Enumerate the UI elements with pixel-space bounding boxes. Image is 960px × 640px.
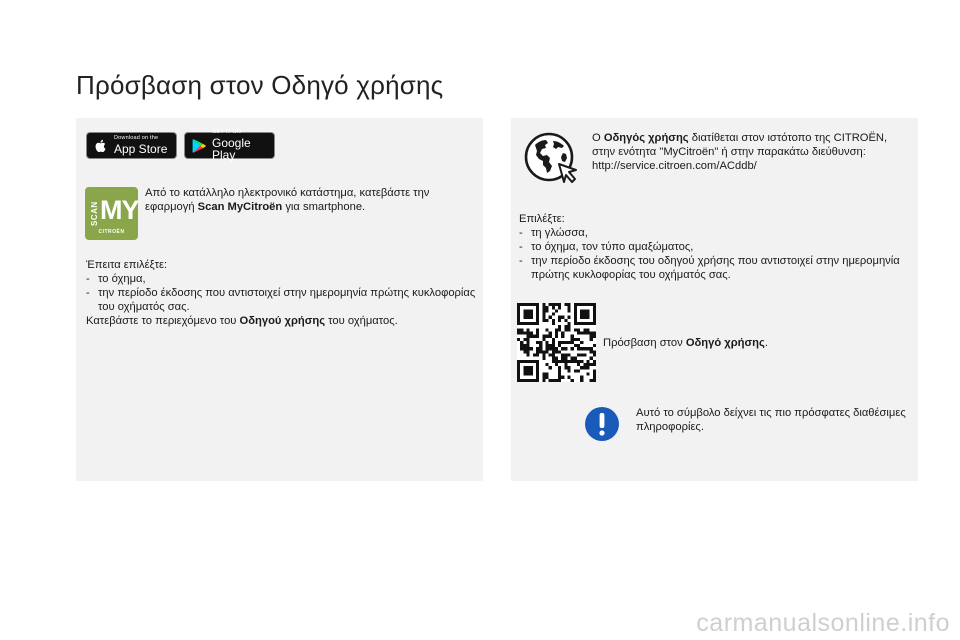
apple-icon — [93, 137, 109, 155]
mobile-app-panel — [76, 118, 483, 481]
app-text-line2-post: για smartphone. — [282, 201, 366, 213]
app-store-badge[interactable] — [86, 132, 177, 159]
website-text — [592, 131, 912, 173]
list-item — [86, 272, 478, 286]
steps-intro: Έπειτα επιλέξτε: — [86, 259, 168, 271]
dash: - — [519, 227, 523, 239]
list-item — [519, 240, 911, 254]
app-store-label: App Store — [114, 141, 168, 156]
dash: - — [86, 287, 90, 299]
dash: - — [86, 273, 90, 285]
select-item-2: το όχημα, τον τύπο αμαξώματος, — [531, 241, 694, 253]
google-play-icon — [191, 137, 207, 155]
steps-block — [86, 258, 478, 328]
qr-text — [603, 336, 903, 350]
select-intro: Επιλέξτε: — [519, 213, 565, 225]
globe-cursor-icon — [523, 131, 581, 189]
selection-block — [519, 212, 911, 282]
info-icon — [584, 406, 620, 442]
app-store-small-label: Download on the — [114, 135, 159, 142]
web-bold: Οδηγός χρήσης — [603, 132, 689, 144]
web-post: διατίθεται στον ιστότοπο της CITROËN, στην ενότητα "MyCitroën" ή στην παρακάτω διεύθυνση: — [592, 132, 888, 158]
qr-post: . — [764, 337, 768, 349]
qr-pre: Πρόσβαση στον — [603, 337, 686, 349]
scan-my-citroen-logo — [85, 187, 138, 240]
outro-post: του οχήματος. — [325, 315, 398, 327]
qr-bold: Οδηγό χρήσης — [685, 337, 765, 349]
list-item — [519, 254, 911, 282]
watermark: carmanualsonline.info — [696, 609, 950, 637]
app-download-text — [145, 186, 475, 214]
logo-my-text: MY — [100, 195, 138, 225]
list-item — [519, 226, 911, 240]
google-play-small-label: GET IT ON — [212, 129, 242, 136]
step-item-1: το όχημα, — [98, 273, 146, 285]
website-url[interactable]: http://service.citroen.com/ACddb/ — [592, 160, 757, 172]
google-play-label: Google Play — [212, 135, 251, 162]
select-item-3: την περίοδο έκδοσης του οδηγού χρήσης που αντιστοιχεί στην ημερομηνία πρώτης κυκλοφορίας του οχήματός σας. — [531, 255, 900, 281]
step-item-2: την περίοδο έκδοσης που αντιστοιχεί στην ημερομηνία πρώτης κυκλοφορίας του οχήματός σας. — [98, 287, 476, 313]
list-item — [86, 286, 478, 314]
logo-scan-text: SCAN — [90, 201, 99, 227]
dash: - — [519, 241, 523, 253]
website-panel — [511, 118, 918, 481]
app-name: Scan MyCitroën — [197, 201, 283, 213]
outro-pre: Κατεβάστε το περιεχόμενο του — [86, 315, 240, 327]
page-title: Πρόσβαση στον Οδηγό χρήσης — [76, 70, 444, 100]
dash: - — [519, 255, 523, 267]
app-text-line2-pre: εφαρμογή — [145, 201, 198, 213]
logo-brand-text: CITROËN — [98, 229, 125, 235]
outro-bold: Οδηγού χρήσης — [239, 315, 326, 327]
info-text: Αυτό το σύμβολο δείχνει τις πιο πρόσφατες διαθέσιμες πληροφορίες. — [636, 407, 906, 433]
qr-code[interactable] — [517, 303, 596, 382]
google-play-badge[interactable] — [184, 129, 275, 162]
steps-outro — [86, 314, 478, 328]
select-item-1: τη γλώσσα, — [531, 227, 588, 239]
app-text-line1: Από το κατάλληλο ηλεκτρονικό κατάστημα, κατεβάστε την — [145, 187, 430, 199]
web-pre: Ο — [592, 132, 604, 144]
